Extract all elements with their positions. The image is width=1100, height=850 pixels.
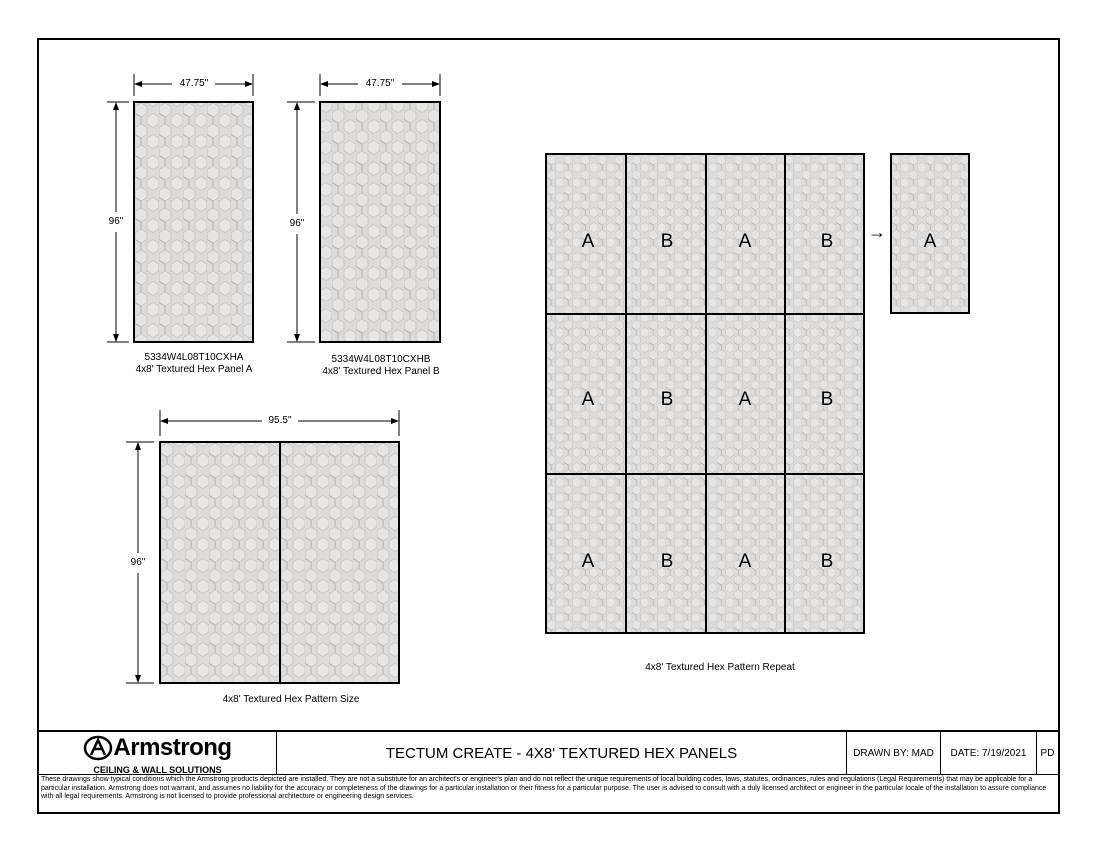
grid-label-r1c4: B [820,231,834,252]
legal-disclaimer: These drawings show typical conditions which the Armstrong products depicted are installed. They are not a substitute for an architect's or engineer's plan and do not reflect the unique requirements of local building codes, laws, statutes, ordinances, rules and regulations (Legal Requirements) that may be applicable for a particular installation. Armstrong does not warrant, and assumes no liability for the accuracy or completeness of the drawings for a particular installation or their fitness for a particular purpose. The user is advised to consult with a duly licensed architect or engineer in the particular locale of the installation to assure compliance with all legal requirements. Armstrong is not licensed to provide professional architecture or engineering design services. [39,774,1058,812]
grid-label-r1c3: A [738,231,752,252]
next-panel-label: A [923,231,937,252]
pattern-size-image [159,441,400,684]
panel-b-height-dimension: 96" [284,218,310,230]
grid-divider [625,155,627,632]
grid-label-r2c1: A [581,389,595,410]
drawn-by: DRAWN BY: MAD [847,732,941,774]
drawing-date: DATE: 7/19/2021 [941,732,1037,774]
pattern-size-caption: 4x8' Textured Hex Pattern Size [222,694,360,705]
grid-divider [547,473,863,475]
grid-divider [547,313,863,315]
grid-label-r3c1: A [581,551,595,572]
armstrong-logo-mark-icon [83,735,113,761]
panel-a-image [133,101,254,343]
drawing-title: TECTUM CREATE - 4X8' TEXTURED HEX PANELS [277,732,847,774]
title-block [37,730,1060,814]
pattern-repeat-grid [545,153,865,634]
armstrong-logo [83,734,231,762]
panel-a-width-dimension: 47.75" [179,78,209,89]
grid-label-r2c3: A [738,389,752,410]
logo-subtitle: CEILING & WALL SOLUTIONS [93,764,222,775]
grid-divider [784,155,786,632]
grid-label-r3c2: B [660,551,674,572]
right-arrow-icon: → [868,222,886,242]
panel-a-height-dimension: 96" [102,216,130,228]
next-panel-image [890,153,970,314]
grid-label-r1c1: A [581,231,595,252]
panel-b-width-dimension: 47.75" [365,78,395,89]
grid-label-r3c4: B [820,551,834,572]
grid-label-r2c4: B [820,389,834,410]
logo-cell [39,732,277,774]
grid-label-r2c2: B [660,389,674,410]
panel-b-code: 5334W4L08T10CXHB [331,354,431,365]
panel-b-name: 4x8' Textured Hex Panel B [322,366,440,377]
pattern-size-width-dimension: 95.5" [262,415,298,427]
grid-divider [705,155,707,632]
grid-label-r3c3: A [738,551,752,572]
panel-seam [279,443,281,682]
grid-label-r1c2: B [660,231,674,252]
panel-a-code: 5334W4L08T10CXHA [144,352,244,363]
panel-a-name: 4x8' Textured Hex Panel A [135,364,253,375]
pattern-repeat-caption: 4x8' Textured Hex Pattern Repeat [645,662,795,673]
pattern-size-height-dimension: 96" [124,557,152,569]
logo-wordmark: Armstrong [113,733,232,761]
drawing-code: PD [1040,747,1055,759]
panel-b-image [319,101,441,343]
